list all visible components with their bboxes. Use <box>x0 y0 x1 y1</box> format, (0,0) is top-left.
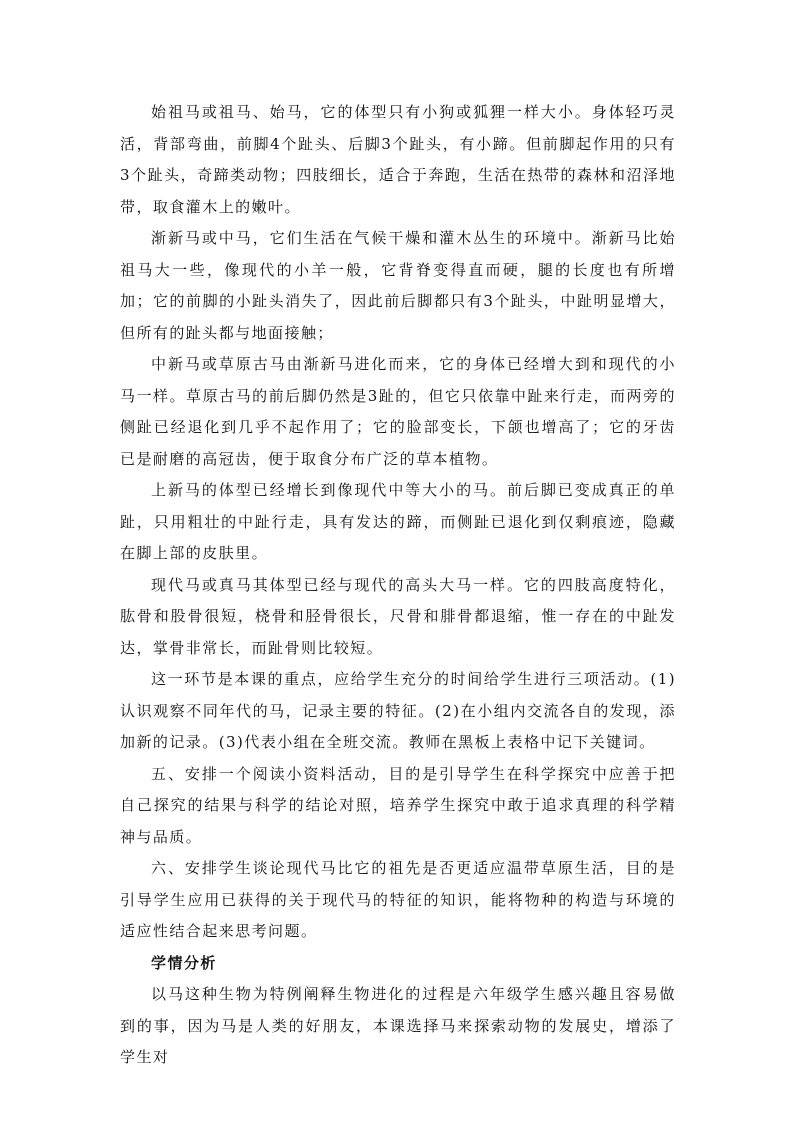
paragraph-step-six: 六、安排学生谈论现代马比它的祖先是否更适应温带草原生活，目的是引导学生应用已获得的关于现代马的特征的知识，能将物种的构造与环境的适应性结合起来思考问题。 <box>120 859 676 940</box>
document-body <box>120 97 676 1074</box>
paragraph-eohippus: 始祖马或祖马、始马，它的体型只有小狗或狐狸一样大小。身体轻巧灵活，背部弯曲，前脚4个趾头、后脚3个趾头，有小蹄。但前脚起作用的只有3个趾头，奇蹄类动物；四肢细长，适合于奔跑，生活在热带的森林和沼泽地带，取食灌木上的嫩叶。 <box>120 103 676 216</box>
paragraph-step-five: 五、安排一个阅读小资料活动，目的是引导学生在科学探究中应善于把自己探究的结果与科学的结论对照，培养学生探究中敢于追求真理的科学精神与品质。 <box>120 764 676 846</box>
section-heading: 学情分析 <box>151 953 217 972</box>
paragraph-merychippus: 中新马或草原古马由渐新马进化而来，它的身体已经增大到和现代的小马一样。草原古马的前后脚仍然是3趾的，但它只依靠中趾来行走，而两旁的侧趾已经退化到几乎不起作用了；它的脸部变长，下颌也增高了；它的牙齿已是耐磨的高冠齿，便于取食分布广泛的草本植物。 <box>120 355 676 468</box>
paragraph-student-analysis: 以马这种生物为特例阐释生物进化的过程是六年级学生感兴趣且容易做到的事，因为马是人类的好朋友，本课选择马来探索动物的发展史，增添了学生对 <box>120 985 676 1066</box>
paragraph-pliohippus: 上新马的体型已经增长到像现代中等大小的马。前后脚已变成真正的单趾，只用粗壮的中趾行走，具有发达的蹄，而侧趾已退化到仅剩痕迹，隐藏在脚上部的皮肤里。 <box>120 481 676 562</box>
paragraph-activities: 这一环节是本课的重点，应给学生充分的时间给学生进行三项活动。(1)认识观察不同年代的马，记录主要的特征。(2)在小组内交流各自的发现，添加新的记录。(3)代表小组在全班交流。教师在黑板上表格中记下关键词。 <box>120 670 676 751</box>
paragraph-mesohippus: 渐新马或中马，它们生活在气候干燥和灌木丛生的环境中。渐新马比始祖马大一些，像现代的小羊一般，它背脊变得直而硬，腿的长度也有所增加；它的前脚的小趾头消失了，因此前后脚都只有3个趾头，中趾明显增大，但所有的趾头都与地面接触； <box>120 229 676 342</box>
paragraph-equus: 现代马或真马其体型已经与现代的高头大马一样。它的四肢高度特化，肱骨和股骨很短，桡骨和胫骨很长，尺骨和腓骨都退缩，惟一存在的中趾发达，掌骨非常长，而趾骨则比较短。 <box>120 575 676 657</box>
